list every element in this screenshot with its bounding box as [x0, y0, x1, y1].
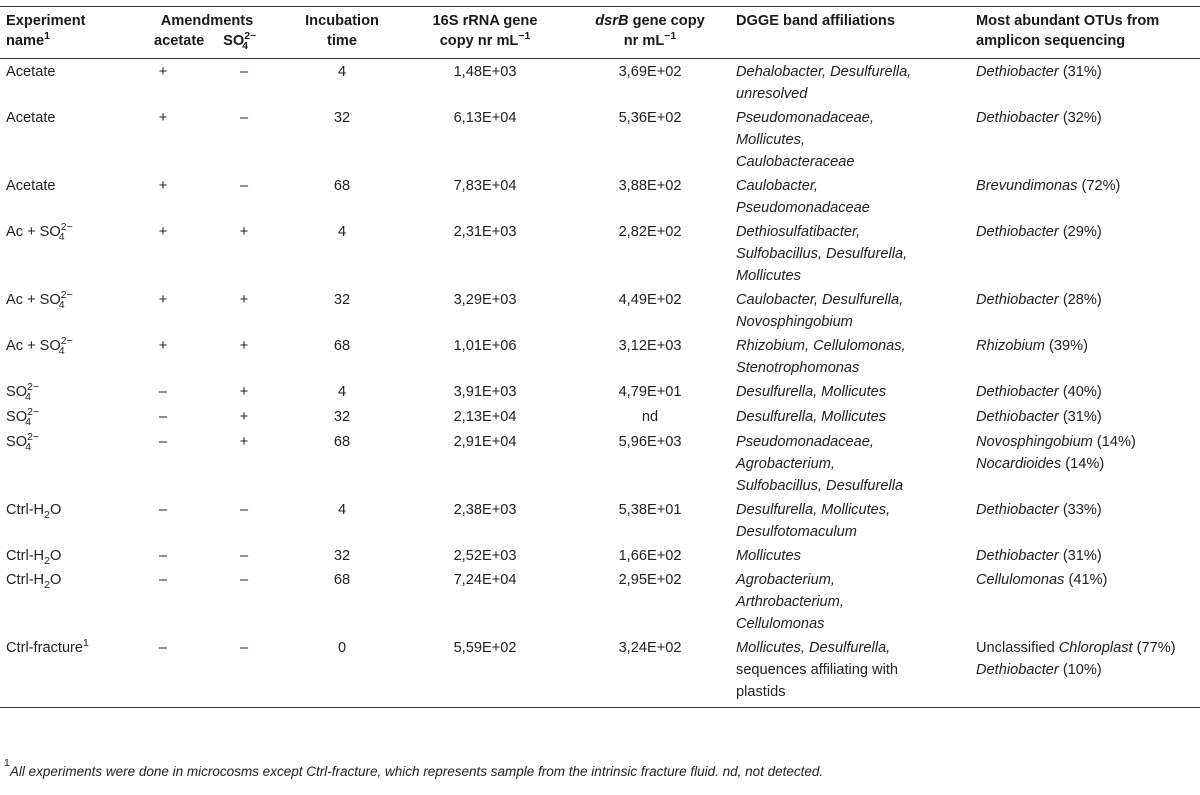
dgge-text: Sulfobacillus, Desulfurella — [736, 478, 904, 494]
header-dsrb — [570, 7, 730, 59]
cell-dsrb-copy: 4,79E+01 — [618, 384, 682, 400]
cell-so4: – — [239, 110, 249, 126]
table-body — [0, 59, 1200, 708]
cell-experiment-name — [0, 635, 122, 708]
dgge-text: unresolved — [736, 86, 808, 102]
cell-incubation-time: 4 — [337, 384, 347, 400]
dgge-text: Agrobacterium, — [736, 572, 835, 588]
header-dsrb-text: gene copy — [628, 13, 705, 29]
dgge-text: Agrobacterium, — [736, 456, 835, 472]
cell-16s-copy: 2,38E+03 — [453, 502, 517, 518]
h2o-tail: O — [49, 548, 62, 564]
header-incubation-time — [284, 7, 400, 59]
cell-16s-copy: 1,01E+06 — [453, 338, 517, 354]
dgge-line — [736, 243, 964, 265]
cell-dgge-affiliations — [730, 333, 970, 379]
dgge-text: Rhizobium, Cellulomonas, — [736, 338, 906, 354]
dgge-text: plastids — [736, 684, 786, 700]
header-amendments-subcolumns — [128, 31, 278, 52]
header-experiment-name-text: Experiment name — [6, 13, 86, 49]
cell-16s-copy: 3,29E+03 — [453, 292, 517, 308]
dgge-text: Desulfurella, Mollicutes — [736, 409, 887, 425]
experiment-name-text: Ctrl-fracture — [6, 640, 84, 656]
cell-experiment-name — [0, 543, 122, 567]
table-footnote — [4, 756, 824, 779]
cell-so4: + — [239, 434, 249, 450]
cell-experiment-name — [0, 173, 122, 219]
dgge-line — [736, 311, 964, 333]
cell-so4: – — [204, 635, 284, 708]
cell-dsrb-copy: nd — [641, 409, 659, 425]
dgge-text: Mollicutes, — [736, 132, 805, 148]
so4-subscript: 4 — [58, 299, 65, 311]
cell-dgge-affiliations — [730, 219, 970, 287]
cell-incubation-time: 68 — [333, 338, 351, 354]
header-so4-subscript: 4 — [242, 40, 249, 52]
dgge-line — [736, 453, 964, 475]
otu-taxon: Dethiobacter — [976, 224, 1059, 240]
cell-experiment-name — [0, 59, 122, 106]
experiment-name-text: Acetate — [6, 64, 56, 80]
cell-dsrb-copy: 1,66E+02 — [618, 548, 682, 564]
cell-dsrb-copy: 3,12E+03 — [618, 338, 682, 354]
cell-dgge-affiliations — [730, 404, 970, 429]
dgge-line — [736, 335, 964, 357]
dgge-line — [736, 569, 964, 591]
otu-taxon: Chloroplast — [1058, 640, 1133, 656]
otu-taxon: Dethiobacter — [976, 384, 1059, 400]
otu-taxon: Brevundimonas — [976, 178, 1078, 194]
cell-abundant-otus — [970, 567, 1200, 635]
cell-dgge-affiliations — [730, 497, 970, 543]
cell-incubation-time: 0 — [284, 635, 400, 708]
table-row — [0, 59, 1200, 106]
dgge-text: Novosphingobium — [736, 314, 853, 330]
dgge-line — [736, 475, 964, 497]
cell-dgge-affiliations — [730, 59, 970, 106]
footnote-text: All experiments were done in microcosms except Ctrl-fracture, which represents sample from the intrinsic fracture fluid. nd, not detected. — [9, 764, 824, 779]
cell-experiment-name — [0, 404, 122, 429]
cell-abundant-otus — [970, 404, 1200, 429]
dgge-line — [736, 431, 964, 453]
cell-abundant-otus — [970, 635, 1200, 708]
otu-percent: (14%) — [1092, 434, 1136, 450]
results-table — [0, 6, 1200, 708]
fracture-footnote-marker: 1 — [83, 637, 89, 650]
cell-acetate: + — [158, 224, 168, 240]
cell-dgge-affiliations — [730, 379, 970, 404]
experiment-name-text: SO — [6, 384, 28, 400]
cell-so4: + — [239, 292, 249, 308]
experiment-name-text: Acetate — [6, 110, 56, 126]
otu-taxon: Dethiobacter — [976, 662, 1059, 678]
header-amendments — [122, 7, 284, 59]
dgge-line — [736, 265, 964, 287]
otu-percent: (31%) — [1058, 409, 1102, 425]
cell-acetate: + — [158, 110, 168, 126]
dgge-text: Dethiosulfatibacter, — [736, 224, 861, 240]
dgge-line — [736, 151, 964, 173]
header-dsrb-line1 — [576, 11, 724, 31]
dgge-line — [736, 129, 964, 151]
otu-taxon: Cellulomonas — [976, 572, 1065, 588]
cell-incubation-time: 4 — [337, 224, 347, 240]
experiment-name-text: Ac + SO — [6, 338, 61, 354]
header-experiment-name — [0, 7, 122, 59]
h2o-tail: O — [49, 502, 62, 518]
cell-16s-copy: 7,24E+04 — [453, 572, 517, 588]
header-so4 — [223, 31, 262, 52]
otu-percent: (77%) — [1132, 640, 1176, 656]
table-row — [0, 219, 1200, 287]
table-row — [0, 429, 1200, 497]
dgge-text: Dehalobacter, Desulfurella, — [736, 64, 912, 80]
otu-line — [976, 221, 1194, 243]
cell-incubation-time: 68 — [333, 178, 351, 194]
cell-so4: + — [239, 384, 249, 400]
otu-line — [976, 545, 1194, 567]
otu-percent: (33%) — [1058, 502, 1102, 518]
cell-experiment-name — [0, 219, 122, 287]
cell-so4: – — [239, 502, 249, 518]
dgge-text: Desulfotomaculum — [736, 524, 857, 540]
cell-abundant-otus — [970, 173, 1200, 219]
header-dgge — [730, 7, 970, 59]
dgge-line — [736, 681, 964, 703]
dgge-line — [736, 499, 964, 521]
cell-dgge-affiliations — [730, 105, 970, 173]
table-row — [0, 287, 1200, 333]
header-dsrb-unit: nr mL — [623, 33, 665, 49]
otu-taxon: Dethiobacter — [976, 502, 1059, 518]
cell-incubation-time: 32 — [333, 409, 351, 425]
otu-taxon: Dethiobacter — [976, 292, 1059, 308]
table-row — [0, 635, 1200, 708]
otu-taxon: Dethiobacter — [976, 64, 1059, 80]
header-16s-unit: copy nr mL — [439, 33, 519, 49]
experiment-name-text: SO — [6, 434, 28, 450]
cell-experiment-name — [0, 105, 122, 173]
dgge-text: Arthrobacterium, — [736, 594, 844, 610]
otu-taxon: Novosphingobium — [976, 434, 1093, 450]
cell-dsrb-copy: 5,96E+03 — [618, 434, 682, 450]
header-dsrb-line2 — [576, 31, 724, 51]
cell-so4: – — [239, 64, 249, 80]
cell-dsrb-copy: 2,82E+02 — [618, 224, 682, 240]
cell-16s-copy: 5,59E+02 — [400, 635, 570, 708]
cell-16s-copy: 2,52E+03 — [453, 548, 517, 564]
otu-line — [976, 381, 1194, 403]
dgge-line — [736, 61, 964, 83]
so4-subscript: 4 — [58, 231, 65, 243]
otu-line — [976, 569, 1194, 591]
cell-16s-copy: 3,91E+03 — [453, 384, 517, 400]
cell-abundant-otus — [970, 105, 1200, 173]
table-row — [0, 404, 1200, 429]
footnote-marker: 1 — [4, 756, 10, 769]
header-dsrb-exponent: −1 — [664, 30, 677, 43]
dgge-line — [736, 357, 964, 379]
dgge-text: Desulfurella, Mollicutes, — [736, 502, 891, 518]
otu-line — [976, 335, 1194, 357]
dgge-line — [736, 197, 964, 219]
table-row — [0, 497, 1200, 543]
cell-dsrb-copy: 2,95E+02 — [618, 572, 682, 588]
cell-incubation-time: 4 — [337, 64, 347, 80]
dgge-text: Pseudomonadaceae, — [736, 434, 874, 450]
cell-acetate: – — [158, 572, 168, 588]
table-header — [0, 7, 1200, 59]
header-16s-exponent: −1 — [518, 30, 531, 43]
cell-experiment-name — [0, 333, 122, 379]
cell-16s-copy: 2,91E+04 — [453, 434, 517, 450]
dgge-text: Desulfurella, Mollicutes — [736, 384, 887, 400]
header-dgge-text: DGGE band affiliations — [736, 13, 895, 29]
header-16s-line2 — [406, 31, 564, 51]
experiment-name-text: Ac + SO — [6, 292, 61, 308]
table-row — [0, 567, 1200, 635]
so4-charge: 2− — [27, 381, 40, 393]
otu-line — [976, 61, 1194, 83]
cell-dsrb-copy: 5,38E+01 — [618, 502, 682, 518]
dgge-line — [736, 406, 964, 428]
header-acetate: acetate — [154, 33, 205, 49]
otu-taxon: Dethiobacter — [976, 548, 1059, 564]
cell-16s-copy: 2,13E+04 — [453, 409, 517, 425]
h2o-subscript: 2 — [44, 508, 50, 521]
otu-taxon: Nocardioides — [976, 456, 1062, 472]
otu-percent: (31%) — [1058, 548, 1102, 564]
cell-acetate: – — [158, 548, 168, 564]
cell-abundant-otus — [970, 219, 1200, 287]
header-so4-charge: 2− — [244, 30, 257, 42]
experiment-name-text: Acetate — [6, 178, 56, 194]
otu-percent: (39%) — [1044, 338, 1088, 354]
cell-so4: – — [239, 572, 249, 588]
cell-incubation-time: 68 — [333, 572, 351, 588]
cell-16s-copy: 2,31E+03 — [453, 224, 517, 240]
cell-dsrb-copy: 5,36E+02 — [618, 110, 682, 126]
so4-charge: 2− — [27, 406, 40, 418]
so4-charge: 2− — [60, 289, 73, 301]
dgge-line — [736, 221, 964, 243]
cell-abundant-otus — [970, 379, 1200, 404]
cell-acetate: + — [158, 292, 168, 308]
table-row — [0, 105, 1200, 173]
cell-abundant-otus — [970, 333, 1200, 379]
h2o-subscript: 2 — [44, 578, 50, 591]
dgge-text: Stenotrophomonas — [736, 360, 860, 376]
cell-dgge-affiliations — [730, 635, 970, 708]
otu-percent: (41%) — [1064, 572, 1108, 588]
otu-percent: (40%) — [1058, 384, 1102, 400]
cell-abundant-otus — [970, 59, 1200, 106]
otu-line — [976, 107, 1194, 129]
cell-so4: + — [239, 409, 249, 425]
dgge-line — [736, 289, 964, 311]
dgge-text: Pseudomonadaceae — [736, 200, 870, 216]
dgge-text: Caulobacter, — [736, 178, 818, 194]
otu-percent: (28%) — [1058, 292, 1102, 308]
dgge-line — [736, 107, 964, 129]
dgge-line — [736, 545, 964, 567]
dgge-line — [736, 521, 964, 543]
otu-line — [976, 406, 1194, 428]
otu-line — [976, 289, 1194, 311]
header-dsrb-gene: dsrB — [595, 13, 629, 29]
otu-percent: (31%) — [1058, 64, 1102, 80]
so4-charge: 2− — [60, 335, 73, 347]
dgge-text: Pseudomonadaceae, — [736, 110, 874, 126]
cell-16s-copy: 7,83E+04 — [453, 178, 517, 194]
header-otus-line2: amplicon sequencing — [976, 33, 1126, 49]
table-row — [0, 379, 1200, 404]
cell-acetate: + — [158, 178, 168, 194]
header-16s-rrna — [400, 7, 570, 59]
h2o-subscript: 2 — [44, 554, 50, 567]
dgge-line — [736, 175, 964, 197]
dgge-text: Cellulomonas — [736, 616, 825, 632]
otu-line — [976, 453, 1194, 475]
cell-incubation-time: 4 — [337, 502, 347, 518]
so4-charge: 2− — [60, 221, 73, 233]
dgge-text: Sulfobacillus, Desulfurella, — [736, 246, 908, 262]
header-incubation-line2: time — [327, 33, 358, 49]
table-row — [0, 173, 1200, 219]
cell-experiment-name — [0, 287, 122, 333]
so4-subscript: 4 — [25, 441, 31, 453]
cell-so4: – — [239, 548, 249, 564]
otu-line — [976, 431, 1194, 453]
experiment-name-text: Ac + SO — [6, 224, 61, 240]
so4-subscript: 4 — [58, 345, 65, 357]
header-16s-line1: 16S rRNA gene — [432, 13, 538, 29]
cell-acetate: – — [158, 434, 168, 450]
experiment-name-text: Ctrl-H — [6, 572, 45, 588]
dgge-text: Mollicutes — [736, 268, 801, 284]
dgge-text: Mollicutes, Desulfurella, — [736, 640, 891, 656]
cell-acetate: + — [158, 338, 168, 354]
otu-line — [976, 175, 1194, 197]
cell-experiment-name — [0, 497, 122, 543]
cell-abundant-otus — [970, 429, 1200, 497]
cell-dsrb-copy: 3,69E+02 — [618, 64, 682, 80]
dgge-text: Caulobacter, Desulfurella, — [736, 292, 904, 308]
otu-line — [976, 659, 1194, 681]
so4-charge: 2− — [27, 431, 40, 443]
cell-incubation-time: 32 — [333, 110, 351, 126]
otu-percent: (32%) — [1058, 110, 1102, 126]
cell-experiment-name — [0, 429, 122, 497]
cell-incubation-time: 68 — [333, 434, 351, 450]
dgge-line — [736, 659, 964, 681]
cell-so4: + — [239, 338, 249, 354]
cell-incubation-time: 32 — [333, 548, 351, 564]
so4-subscript: 4 — [25, 416, 31, 428]
header-incubation-line1: Incubation — [305, 13, 379, 29]
otu-taxon: Dethiobacter — [976, 110, 1059, 126]
header-otus-line1: Most abundant OTUs from — [976, 13, 1160, 29]
dgge-text: sequences affiliating with — [736, 662, 899, 678]
cell-dsrb-copy: 3,88E+02 — [618, 178, 682, 194]
cell-dgge-affiliations — [730, 429, 970, 497]
otu-percent: (72%) — [1077, 178, 1121, 194]
cell-acetate: – — [158, 409, 168, 425]
cell-dgge-affiliations — [730, 543, 970, 567]
otu-percent: (14%) — [1061, 456, 1105, 472]
otu-taxon: Dethiobacter — [976, 409, 1059, 425]
otu-prefix: Unclassified — [976, 640, 1059, 656]
header-so4-text: SO — [223, 33, 245, 49]
dgge-text: Caulobacteraceae — [736, 154, 855, 170]
dgge-line — [736, 613, 964, 635]
cell-abundant-otus — [970, 497, 1200, 543]
otu-percent: (10%) — [1058, 662, 1102, 678]
cell-dsrb-copy: 3,24E+02 — [570, 635, 730, 708]
cell-dgge-affiliations — [730, 173, 970, 219]
cell-16s-copy: 6,13E+04 — [453, 110, 517, 126]
dgge-line — [736, 381, 964, 403]
otu-line — [976, 637, 1194, 659]
cell-acetate: – — [158, 502, 168, 518]
cell-so4: + — [239, 224, 249, 240]
cell-experiment-name — [0, 379, 122, 404]
cell-so4: – — [239, 178, 249, 194]
table-row — [0, 543, 1200, 567]
h2o-tail: O — [49, 572, 62, 588]
dgge-line — [736, 591, 964, 613]
otu-percent: (29%) — [1058, 224, 1102, 240]
cell-dgge-affiliations — [730, 567, 970, 635]
dgge-line — [736, 637, 964, 659]
cell-16s-copy: 1,48E+03 — [453, 64, 517, 80]
otu-line — [976, 499, 1194, 521]
cell-experiment-name — [0, 567, 122, 635]
cell-acetate: + — [158, 64, 168, 80]
so4-subscript: 4 — [25, 391, 31, 403]
dgge-line — [736, 83, 964, 105]
experiment-name-text: SO — [6, 409, 28, 425]
cell-incubation-time: 32 — [333, 292, 351, 308]
otu-taxon: Rhizobium — [976, 338, 1045, 354]
cell-abundant-otus — [970, 543, 1200, 567]
experiment-name-text: Ctrl-H — [6, 502, 45, 518]
header-otus — [970, 7, 1200, 59]
cell-acetate: – — [122, 635, 204, 708]
header-experiment-footnote-marker: 1 — [44, 30, 50, 43]
dgge-text: Mollicutes — [736, 548, 801, 564]
cell-dgge-affiliations — [730, 287, 970, 333]
experiment-name-text: Ctrl-H — [6, 548, 45, 564]
table-row — [0, 333, 1200, 379]
header-amendments-title: Amendments — [160, 13, 254, 29]
cell-acetate: – — [158, 384, 168, 400]
cell-abundant-otus — [970, 287, 1200, 333]
cell-dsrb-copy: 4,49E+02 — [618, 292, 682, 308]
